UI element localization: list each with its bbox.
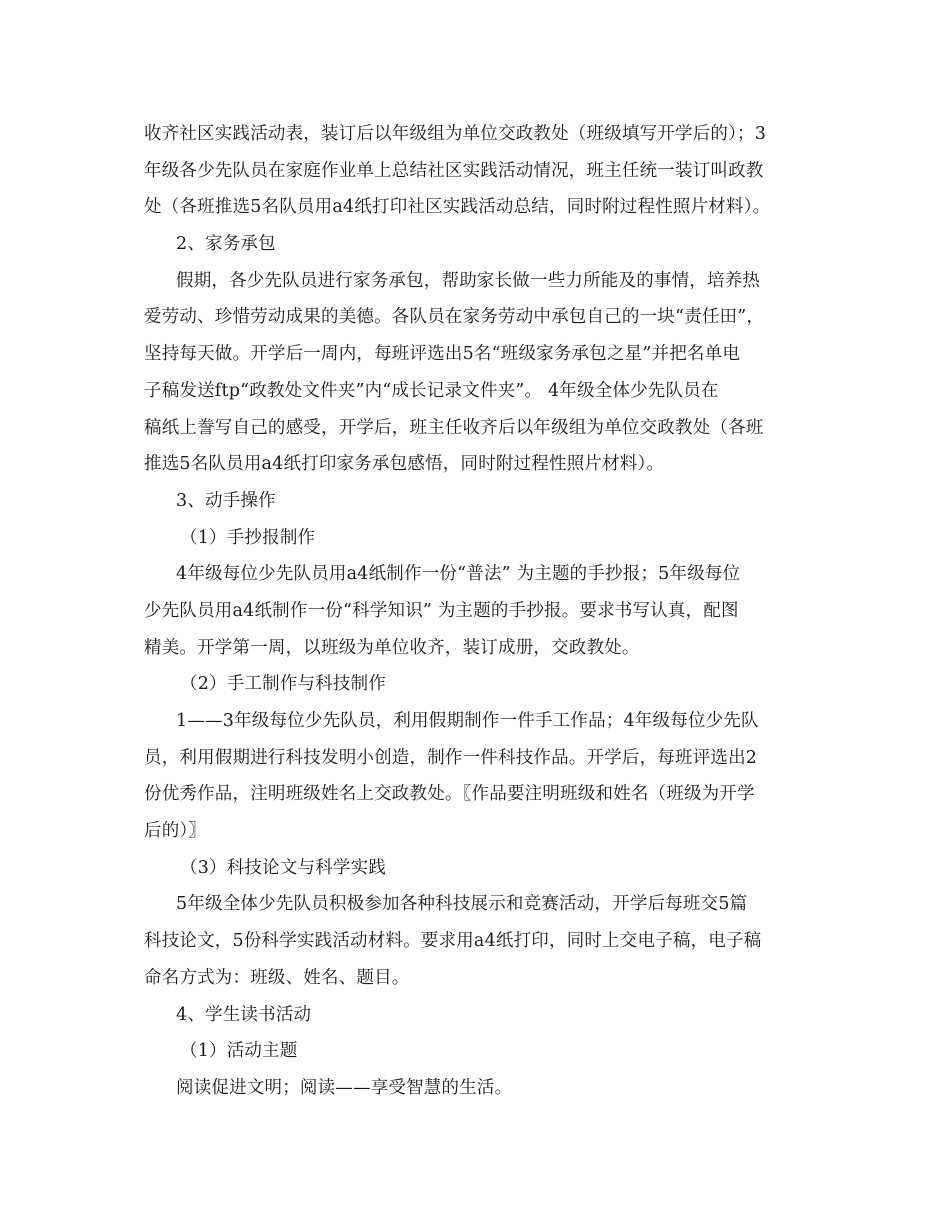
text-line: 少先队员用a4纸制作一份“科学知识” 为主题的手抄报。要求书写认真，配图	[144, 600, 739, 621]
text-line: 命名方式为：班级、姓名、题目。	[144, 967, 410, 988]
text-line: 4年级每位少先队员用a4纸制作一份“普法” 为主题的手抄报；5年级每位	[176, 564, 741, 585]
section-heading: 3、动手操作	[176, 490, 276, 511]
text-line: 后的）〗	[144, 821, 207, 842]
text-line: 员，利用假期进行科技发明小创造，制作一件科技作品。开学后，每班评选出2	[144, 747, 758, 768]
text-line: 份优秀作品，注明班级姓名上交政教处。〖作品要注明班级和姓名（班级为开学	[144, 784, 755, 805]
section-heading: 2、家务承包	[176, 234, 276, 255]
subsection-heading: （2）手工制作与科技制作	[180, 674, 387, 695]
text-line: 处（各班推选5名队员用a4纸打印社区实践活动总结，同时附过程性照片材料）。	[144, 197, 771, 218]
subsection-heading: （1）活动主题	[180, 1041, 298, 1062]
text-line: 稿纸上誊写自己的感受，开学后，班主任收齐后以年级组为单位交政教处（各班	[144, 417, 764, 438]
text-line: 子稿发送ftp“政教处文件夹”内“成长记录文件夹”。 4年级全体少先队员在	[144, 380, 719, 401]
subsection-heading: （1）手抄报制作	[180, 527, 316, 548]
text-line: 1——3年级每位少先队员，利用假期制作一件手工作品；4年级每位少先队	[176, 711, 759, 731]
text-line: 收齐社区实践活动表，装订后以年级组为单位交政教处（班级填写开学后的）；3	[144, 124, 767, 144]
document-body	[144, 116, 812, 1107]
text-line: 年级各少先队员在家庭作业单上总结社区实践活动情况，班主任统一装订叫政教	[144, 160, 764, 181]
text-line: 科技论文，5份科学实践活动材料。要求用a4纸打印，同时上交电子稿，电子稿	[144, 931, 762, 952]
text-line: 推选5名队员用a4纸打印家务承包感悟，同时附过程性照片材料）。	[144, 454, 665, 475]
text-line: 阅读促进文明；阅读——享受智慧的生活。	[176, 1077, 513, 1098]
text-line: 5年级全体少先队员积极参加各种科技展示和竞赛活动，开学后每班交5篇	[176, 894, 748, 915]
section-heading: 4、学生读书活动	[176, 1004, 312, 1025]
subsection-heading: （3）科技论文与科学实践	[180, 857, 387, 878]
text-line: 坚持每天做。开学后一周内，每班评选出5名“班级家务承包之星”并把名单电	[144, 344, 741, 365]
text-line: 爱劳动、珍惜劳动成果的美德。各队员在家务劳动中承包自己的一块“责任田”，	[144, 307, 765, 328]
text-line: 假期，各少先队员进行家务承包，帮助家长做一些力所能及的事情，培养热	[176, 270, 761, 291]
text-line: 精美。开学第一周，以班级为单位收齐，装订成册，交政教处。	[144, 637, 640, 658]
